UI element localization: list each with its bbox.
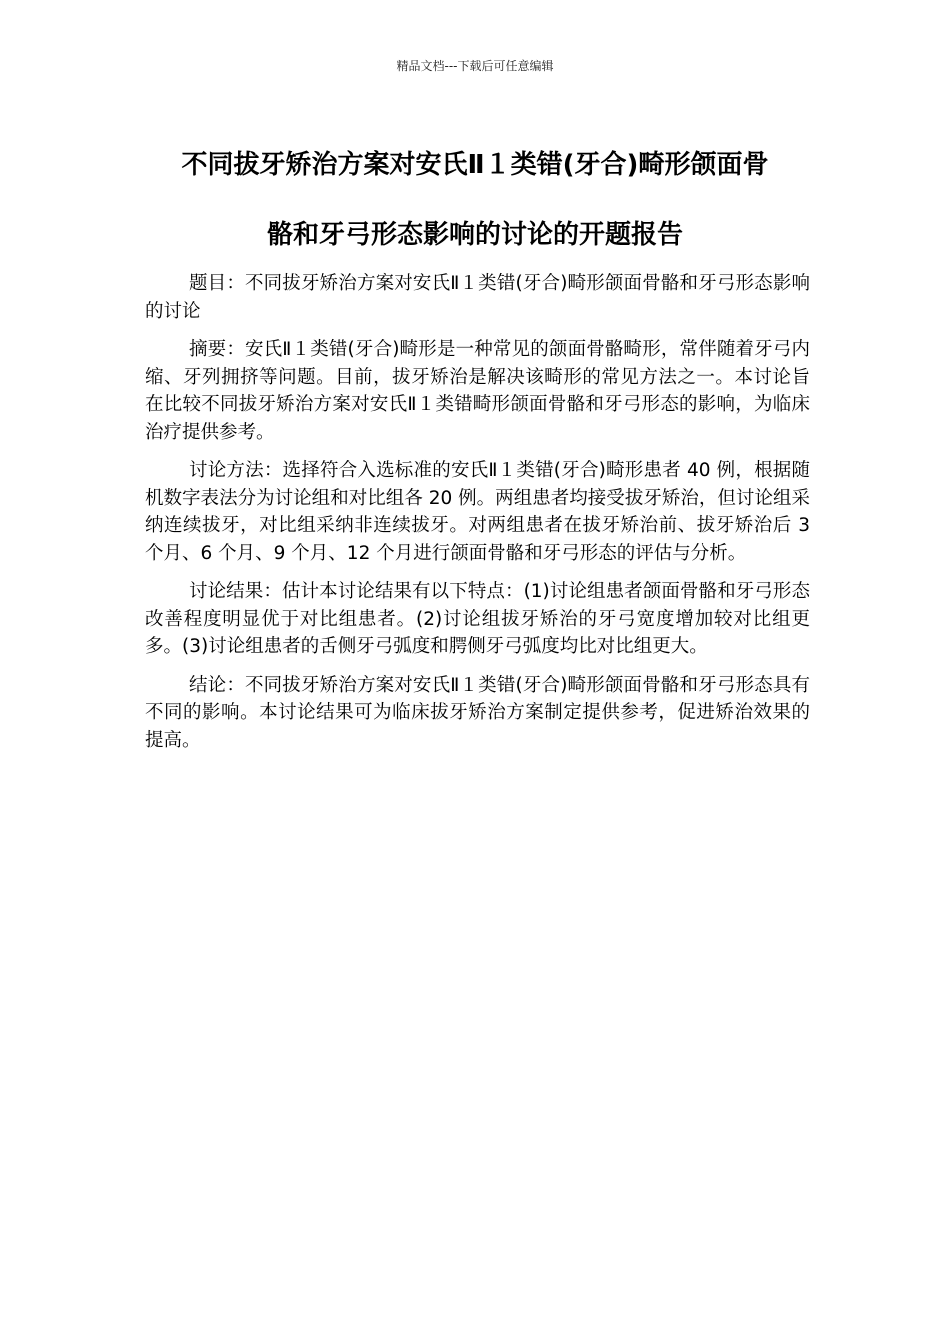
paragraph-conclusion: 结论：不同拔牙矫治方案对安氏Ⅱ１类错(牙合)畸形颌面骨骼和牙弓形态具有不同的影响。本讨论结果可为临床拔牙矫治方案制定提供参考，促进矫治效果的提高。 — [145, 674, 810, 751]
paragraph-topic: 题目：不同拔牙矫治方案对安氏Ⅱ１类错(牙合)畸形颌面骨骼和牙弓形态影响的讨论 — [145, 273, 810, 322]
header-note: 精品文档---下载后可任意编辑 — [396, 59, 554, 73]
title-line-1: 不同拔牙矫治方案对安氏Ⅱ１类错(牙合)畸形颌面骨 — [181, 150, 769, 180]
paragraph-results: 讨论结果：估计本讨论结果有以下特点：(1)讨论组患者颌面骨骼和牙弓形态改善程度明显优于对比组患者。(2)讨论组拔牙矫治的牙弓宽度增加较对比组更多。(3)讨论组患者的舌侧牙弓弧度和腭侧牙弓弧度均比对比组更大。 — [145, 581, 810, 657]
title-line-2: 骼和牙弓形态影响的讨论的开题报告 — [266, 220, 683, 250]
paragraph-abstract: 摘要：安氏Ⅱ１类错(牙合)畸形是一种常见的颌面骨骼畸形，常伴随着牙弓内缩、牙列拥挤等问题。目前，拔牙矫治是解决该畸形的常见方法之一。本讨论旨在比较不同拔牙矫治方案对安氏Ⅱ１类错畸形颌面骨骼和牙弓形态的影响，为临床治疗提供参考。 — [145, 339, 810, 443]
document-title — [120, 130, 830, 270]
paragraph-method: 讨论方法：选择符合入选标准的安氏Ⅱ１类错(牙合)畸形患者 40 例，根据随机数字表法分为讨论组和对比组各 20 例。两组患者均接受拔牙矫治，但讨论组采纳连续拔牙，对比组采纳非连续拔牙。对两组患者在拔牙矫治前、拔牙矫治后 3 个月、6 个月、9 个月、12 个月进行颌面骨骼和牙弓形态的评估与分析。 — [145, 460, 810, 564]
document-body — [145, 270, 810, 765]
